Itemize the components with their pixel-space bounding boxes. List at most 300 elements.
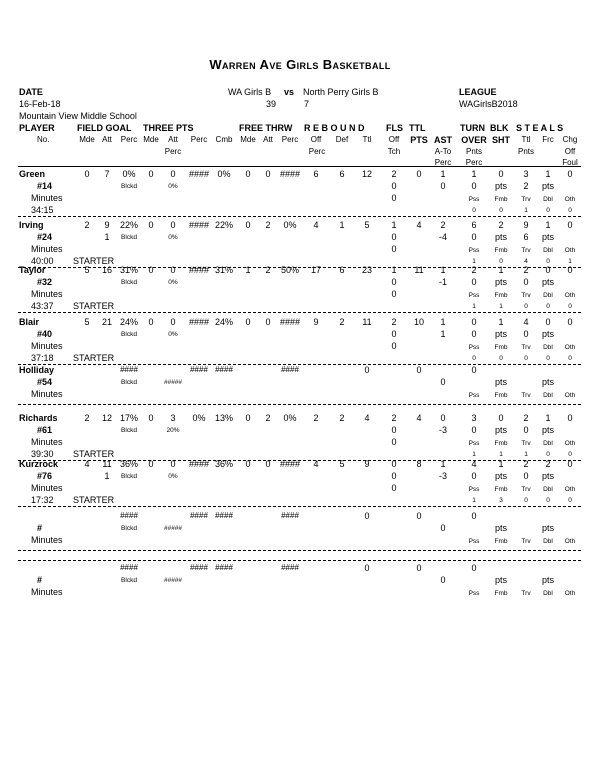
- stat-cell: 3: [170, 413, 176, 423]
- blckd-perc: #####: [163, 525, 183, 532]
- fmb-label: Fmb: [494, 392, 508, 399]
- stat-cell: 2: [545, 459, 551, 469]
- stat-cell: 22%: [119, 220, 139, 230]
- home-score: 39: [266, 99, 277, 109]
- trv-label: Trv: [521, 486, 531, 493]
- row-separator: [18, 166, 581, 167]
- steal-detail: 0: [546, 258, 550, 265]
- stat-cell: 10: [413, 317, 425, 327]
- col-ato-perc: Perc: [434, 158, 452, 167]
- stat-cell: 0: [471, 277, 477, 287]
- minutes-played: 37:18: [31, 353, 54, 363]
- stat-cell: 12: [101, 413, 113, 423]
- minutes-label: Minutes: [31, 535, 63, 545]
- pss-label: Pss: [468, 344, 480, 351]
- stat-cell: 6: [313, 169, 319, 179]
- steal-detail: 0: [568, 355, 572, 362]
- stat-cell: 2: [391, 413, 397, 423]
- blckd-perc: #####: [163, 379, 183, 386]
- stat-cell: 9: [104, 220, 110, 230]
- stat-cell: ####: [215, 563, 233, 572]
- stat-cell: -3: [438, 425, 448, 435]
- player-number: #14: [37, 181, 53, 191]
- blckd-label: Blckd: [121, 183, 137, 190]
- stat-cell: 6: [339, 169, 345, 179]
- pss-label: Pss: [468, 538, 480, 545]
- col-tp-perc: Perc: [190, 135, 208, 144]
- stat-cell: 1: [104, 232, 110, 242]
- pts-label: pts: [541, 277, 555, 287]
- stat-cell: 0: [391, 289, 397, 299]
- col-tp-att-perc: Perc: [164, 147, 182, 156]
- stat-cell: 0: [84, 169, 90, 179]
- blckd-perc: 0%: [168, 473, 178, 480]
- stat-cell: 2: [523, 181, 529, 191]
- oth-label: Oth: [564, 247, 576, 254]
- league-label: LEAGUE: [459, 87, 497, 97]
- minutes-played: 34:15: [31, 205, 54, 215]
- stat-cell: 1: [245, 265, 251, 275]
- pts-label: pts: [541, 377, 555, 387]
- steal-detail: 1: [568, 258, 572, 265]
- player-number: #: [37, 575, 43, 585]
- col-reb-off-perc: Perc: [308, 147, 326, 156]
- trv-label: Trv: [521, 538, 531, 545]
- col-no: No.: [37, 135, 50, 144]
- player-name: Irving: [19, 220, 44, 230]
- stat-cell: 5: [339, 459, 345, 469]
- trv-label: Trv: [521, 392, 531, 399]
- minutes-played: 43:37: [31, 301, 54, 311]
- stat-cell: 7: [104, 169, 110, 179]
- blckd-perc: 20%: [166, 427, 180, 434]
- player-number: #61: [37, 425, 53, 435]
- stat-cell: 9: [523, 220, 529, 230]
- col-ast: AST: [434, 135, 452, 145]
- oth-label: Oth: [564, 344, 576, 351]
- stat-cell: 0: [567, 459, 573, 469]
- stat-cell: 4: [523, 317, 529, 327]
- stat-cell: ####: [215, 365, 233, 374]
- stat-cell: 21: [101, 317, 113, 327]
- pss-label: Pss: [468, 440, 480, 447]
- stat-cell: 2: [84, 413, 90, 423]
- stat-cell: 0: [148, 459, 154, 469]
- oth-label: Oth: [564, 440, 576, 447]
- steal-detail: 1: [472, 497, 476, 504]
- stat-cell: 5: [364, 220, 370, 230]
- stat-cell: 13%: [214, 413, 234, 423]
- stat-cell: 0: [567, 265, 573, 275]
- stat-cell: ####: [281, 365, 299, 374]
- stat-cell: 0: [148, 317, 154, 327]
- stat-cell: 0: [391, 232, 397, 242]
- player-name: Taylor: [19, 265, 46, 275]
- minutes-label: Minutes: [31, 341, 63, 351]
- stat-cell: ####: [190, 563, 208, 572]
- steal-detail: 0: [568, 497, 572, 504]
- dbl-label: Dbl: [543, 538, 553, 545]
- vs-label: vs: [284, 87, 295, 97]
- stat-cell: 0: [440, 377, 446, 387]
- col-st-chg: Chg: [562, 135, 578, 144]
- stat-cell: 2: [440, 220, 446, 230]
- stat-cell: 0: [416, 365, 422, 375]
- oth-label: Oth: [564, 486, 576, 493]
- stat-cell: 2: [391, 169, 397, 179]
- stat-cell: 0: [245, 220, 251, 230]
- col-reb-ttl: Ttl: [362, 135, 372, 144]
- col-ttl: TTL: [409, 123, 426, 133]
- dbl-label: Dbl: [543, 440, 553, 447]
- col-ft-att: Att: [263, 135, 273, 144]
- stat-cell: 0: [170, 220, 176, 230]
- stat-cell: 12: [361, 169, 373, 179]
- stat-cell: 0: [567, 220, 573, 230]
- col-st-ttl: Ttl: [521, 135, 531, 144]
- stat-cell: 0: [391, 459, 397, 469]
- steal-detail: 0: [472, 207, 476, 214]
- stat-cell: 2: [523, 265, 529, 275]
- row-separator: [18, 404, 581, 405]
- pts-label: pts: [541, 329, 555, 339]
- steal-detail: 1: [472, 303, 476, 310]
- stat-cell: 0: [170, 169, 176, 179]
- venue: Mountain View Middle School: [19, 111, 137, 121]
- stat-cell: 2: [313, 413, 319, 423]
- steal-detail: 1: [499, 451, 503, 458]
- stat-cell: ####: [120, 563, 138, 572]
- col-over-pnts: Pnts: [465, 147, 483, 156]
- row-separator: [18, 312, 581, 313]
- stat-cell: 0: [391, 341, 397, 351]
- stat-cell: ####: [279, 169, 301, 179]
- stat-cell: ####: [120, 365, 138, 374]
- stat-cell: 2: [498, 220, 504, 230]
- pts-label: pts: [541, 471, 555, 481]
- blckd-label: Blckd: [121, 427, 137, 434]
- stat-cell: 0: [391, 329, 397, 339]
- stat-cell: 1: [440, 169, 446, 179]
- date-value: 16-Feb-18: [19, 99, 61, 109]
- away-team: North Perry Girls B: [303, 87, 379, 97]
- stat-cell: 4: [313, 459, 319, 469]
- col-over-perc: Perc: [465, 158, 483, 167]
- stat-cell: 0: [170, 317, 176, 327]
- stat-cell: 2: [471, 265, 477, 275]
- col-ato: A-To: [434, 147, 452, 156]
- stat-cell: 11: [414, 265, 424, 275]
- steal-detail: 0: [546, 303, 550, 310]
- stat-cell: 4: [471, 459, 477, 469]
- minutes-label: Minutes: [31, 193, 63, 203]
- player-name: Kurzrock: [19, 459, 59, 469]
- player-name: Holliday: [19, 365, 55, 375]
- stat-cell: 36%: [119, 459, 139, 469]
- league-value: WAGirlsB2018: [459, 99, 518, 109]
- stat-cell: 6: [471, 220, 477, 230]
- stat-cell: 0: [523, 425, 529, 435]
- pss-label: Pss: [468, 392, 480, 399]
- pss-label: Pss: [468, 590, 480, 597]
- steal-detail: 0: [546, 497, 550, 504]
- stat-cell: 0: [567, 169, 573, 179]
- steal-detail: 3: [499, 497, 503, 504]
- steal-detail: 1: [524, 207, 528, 214]
- pss-label: Pss: [468, 292, 480, 299]
- pts-label: pts: [494, 277, 508, 287]
- stat-cell: 0: [391, 181, 397, 191]
- stat-cell: 1: [339, 220, 345, 230]
- stat-cell: 0%: [283, 413, 297, 423]
- stat-cell: 1: [545, 169, 551, 179]
- stat-cell: 0: [471, 317, 477, 327]
- col-reb-off: Off: [310, 135, 322, 144]
- steal-detail: 1: [472, 258, 476, 265]
- stat-cell: 2: [339, 317, 345, 327]
- stat-cell: ####: [188, 317, 210, 327]
- stat-cell: -1: [438, 277, 448, 287]
- stat-cell: 0%: [192, 413, 206, 423]
- starter-label: STARTER: [73, 495, 115, 505]
- steal-detail: 0: [524, 497, 528, 504]
- player-number: #76: [37, 471, 53, 481]
- stat-cell: 24%: [214, 317, 234, 327]
- stat-cell: 0: [148, 220, 154, 230]
- pts-label: pts: [541, 425, 555, 435]
- player-name: Green: [19, 169, 46, 179]
- stat-cell: 0: [265, 459, 271, 469]
- col-free-thrw: FREE THRW: [239, 123, 293, 133]
- stat-cell: 1: [104, 471, 110, 481]
- stat-cell: 0: [471, 181, 477, 191]
- fmb-label: Fmb: [494, 440, 508, 447]
- stat-cell: 8: [416, 459, 422, 469]
- minutes-label: Minutes: [31, 389, 63, 399]
- stat-cell: 1: [498, 265, 504, 275]
- stat-cell: 4: [84, 459, 90, 469]
- stat-cell: 0: [440, 575, 446, 585]
- dbl-label: Dbl: [543, 196, 553, 203]
- stat-cell: 0: [440, 413, 446, 423]
- dbl-label: Dbl: [543, 392, 553, 399]
- dbl-label: Dbl: [543, 292, 553, 299]
- stat-cell: 0: [245, 169, 251, 179]
- minutes-label: Minutes: [31, 587, 63, 597]
- stat-cell: 0: [148, 265, 154, 275]
- pss-label: Pss: [468, 486, 480, 493]
- col-blk: BLK: [490, 123, 509, 133]
- player-number: #32: [37, 277, 53, 287]
- oth-label: Oth: [564, 590, 576, 597]
- stat-cell: 0: [391, 471, 397, 481]
- stat-cell: 0: [416, 511, 422, 521]
- blckd-perc: 0%: [168, 234, 178, 241]
- fmb-label: Fmb: [494, 247, 508, 254]
- stat-cell: 6: [523, 232, 529, 242]
- steal-detail: 0: [499, 207, 503, 214]
- minutes-label: Minutes: [31, 483, 63, 493]
- minutes-played: 39:30: [31, 449, 54, 459]
- pts-label: pts: [494, 329, 508, 339]
- minutes-label: Minutes: [31, 289, 63, 299]
- stat-cell: ####: [279, 317, 301, 327]
- stat-cell: 0: [471, 365, 477, 375]
- fmb-label: Fmb: [494, 292, 508, 299]
- stat-cell: 0: [440, 181, 446, 191]
- pts-label: pts: [541, 575, 555, 585]
- stat-cell: 0: [170, 265, 176, 275]
- fmb-label: Fmb: [494, 590, 508, 597]
- stat-cell: 1: [391, 220, 397, 230]
- stat-cell: 0: [567, 413, 573, 423]
- stat-cell: 0: [567, 317, 573, 327]
- starter-label: STARTER: [73, 449, 115, 459]
- stat-cell: 6: [339, 265, 345, 275]
- col-st-off: Off: [564, 147, 576, 156]
- player-number: #54: [37, 377, 53, 387]
- stat-cell: 31%: [214, 265, 234, 275]
- col-steals: S T E A L S: [516, 123, 564, 133]
- stat-cell: ####: [215, 511, 233, 520]
- col-over: OVER: [461, 135, 487, 145]
- stat-cell: 2: [265, 220, 271, 230]
- stat-cell: ####: [188, 459, 210, 469]
- steal-detail: 0: [568, 451, 572, 458]
- stat-cell: 2: [265, 413, 271, 423]
- stat-cell: 0: [148, 169, 154, 179]
- dbl-label: Dbl: [543, 247, 553, 254]
- stat-cell: -4: [438, 232, 448, 242]
- pts-label: pts: [541, 181, 555, 191]
- row-separator: [18, 216, 581, 217]
- stat-cell: 0: [416, 169, 422, 179]
- pts-label: pts: [494, 425, 508, 435]
- stat-cell: ####: [188, 265, 210, 275]
- steal-detail: 0: [568, 303, 572, 310]
- stat-cell: 1: [498, 459, 504, 469]
- pts-label: pts: [494, 377, 508, 387]
- stat-cell: 0: [265, 317, 271, 327]
- away-score: 7: [304, 99, 310, 109]
- steal-detail: 0: [546, 207, 550, 214]
- stat-cell: 9: [313, 317, 319, 327]
- stat-cell: 1: [545, 413, 551, 423]
- dbl-label: Dbl: [543, 590, 553, 597]
- stat-cell: ####: [190, 511, 208, 520]
- stat-cell: 1: [440, 265, 446, 275]
- stat-cell: 0: [471, 563, 477, 573]
- stat-cell: -3: [438, 471, 448, 481]
- row-separator: [18, 560, 581, 561]
- stat-cell: 0: [170, 459, 176, 469]
- trv-label: Trv: [521, 196, 531, 203]
- stat-cell: 1: [498, 317, 504, 327]
- col-turn: TURN: [460, 123, 485, 133]
- stat-cell: 1: [391, 265, 397, 275]
- steal-detail: 1: [472, 451, 476, 458]
- pts-label: pts: [494, 181, 508, 191]
- pts-label: pts: [541, 232, 555, 242]
- minutes-played: 40:00: [31, 256, 54, 266]
- player-number: #24: [37, 232, 53, 242]
- stat-cell: 1: [545, 220, 551, 230]
- col-rebound: R E B O U N D: [304, 123, 365, 133]
- stat-cell: 4: [416, 413, 422, 423]
- oth-label: Oth: [564, 538, 576, 545]
- stat-cell: 4: [416, 220, 422, 230]
- col-st-foul: Foul: [562, 158, 578, 167]
- stat-cell: 0: [523, 277, 529, 287]
- fmb-label: Fmb: [494, 538, 508, 545]
- stat-cell: ####: [188, 220, 210, 230]
- stat-cell: 0: [440, 523, 446, 533]
- stat-cell: 2: [265, 265, 271, 275]
- blckd-label: Blckd: [121, 473, 137, 480]
- steal-detail: 0: [524, 355, 528, 362]
- stat-cell: ####: [120, 511, 138, 520]
- stat-cell: 31%: [119, 265, 139, 275]
- pts-label: pts: [541, 523, 555, 533]
- stat-cell: 0: [265, 169, 271, 179]
- steal-detail: 0: [568, 207, 572, 214]
- col-fg-perc: Perc: [120, 135, 138, 144]
- stat-cell: 0: [364, 563, 370, 573]
- stat-cell: 0%: [217, 169, 231, 179]
- dbl-label: Dbl: [543, 486, 553, 493]
- oth-label: Oth: [564, 292, 576, 299]
- stat-cell: 11: [362, 317, 372, 327]
- minutes-played: 17:32: [31, 495, 54, 505]
- page-title: Warren Ave Girls Basketball: [209, 57, 391, 72]
- steal-detail: 0: [524, 303, 528, 310]
- stat-cell: 0: [471, 471, 477, 481]
- fmb-label: Fmb: [494, 196, 508, 203]
- row-separator: [18, 364, 581, 365]
- stat-cell: 0: [391, 277, 397, 287]
- trv-label: Trv: [521, 590, 531, 597]
- stat-cell: 0: [245, 413, 251, 423]
- player-name: Blair: [19, 317, 40, 327]
- starter-label: STARTER: [73, 256, 115, 266]
- stat-cell: 0: [523, 471, 529, 481]
- stat-cell: 0: [545, 265, 551, 275]
- home-team: WA Girls B: [228, 87, 272, 97]
- stat-cell: 0: [545, 317, 551, 327]
- player-number: #40: [37, 329, 53, 339]
- row-separator: [18, 506, 581, 507]
- stat-cell: 0: [391, 437, 397, 447]
- fmb-label: Fmb: [494, 344, 508, 351]
- stat-cell: 5: [84, 317, 90, 327]
- stat-cell: 11: [102, 459, 112, 469]
- minutes-label: Minutes: [31, 244, 63, 254]
- stat-cell: 0: [498, 169, 504, 179]
- col-fg-mde: Mde: [79, 135, 95, 144]
- stat-cell: 2: [523, 413, 529, 423]
- stat-cell: 50%: [280, 265, 300, 275]
- col-field-goal: FIELD GOAL: [77, 123, 132, 133]
- stat-cell: 0: [148, 413, 154, 423]
- stat-cell: 0%: [122, 169, 136, 179]
- steal-detail: 0: [499, 258, 503, 265]
- stat-cell: 1: [440, 459, 446, 469]
- stat-cell: 0: [471, 425, 477, 435]
- steal-detail: 0: [546, 355, 550, 362]
- col-reb-def: Def: [335, 135, 349, 144]
- stat-cell: 22%: [214, 220, 234, 230]
- col-cmb: Cmb: [215, 135, 233, 144]
